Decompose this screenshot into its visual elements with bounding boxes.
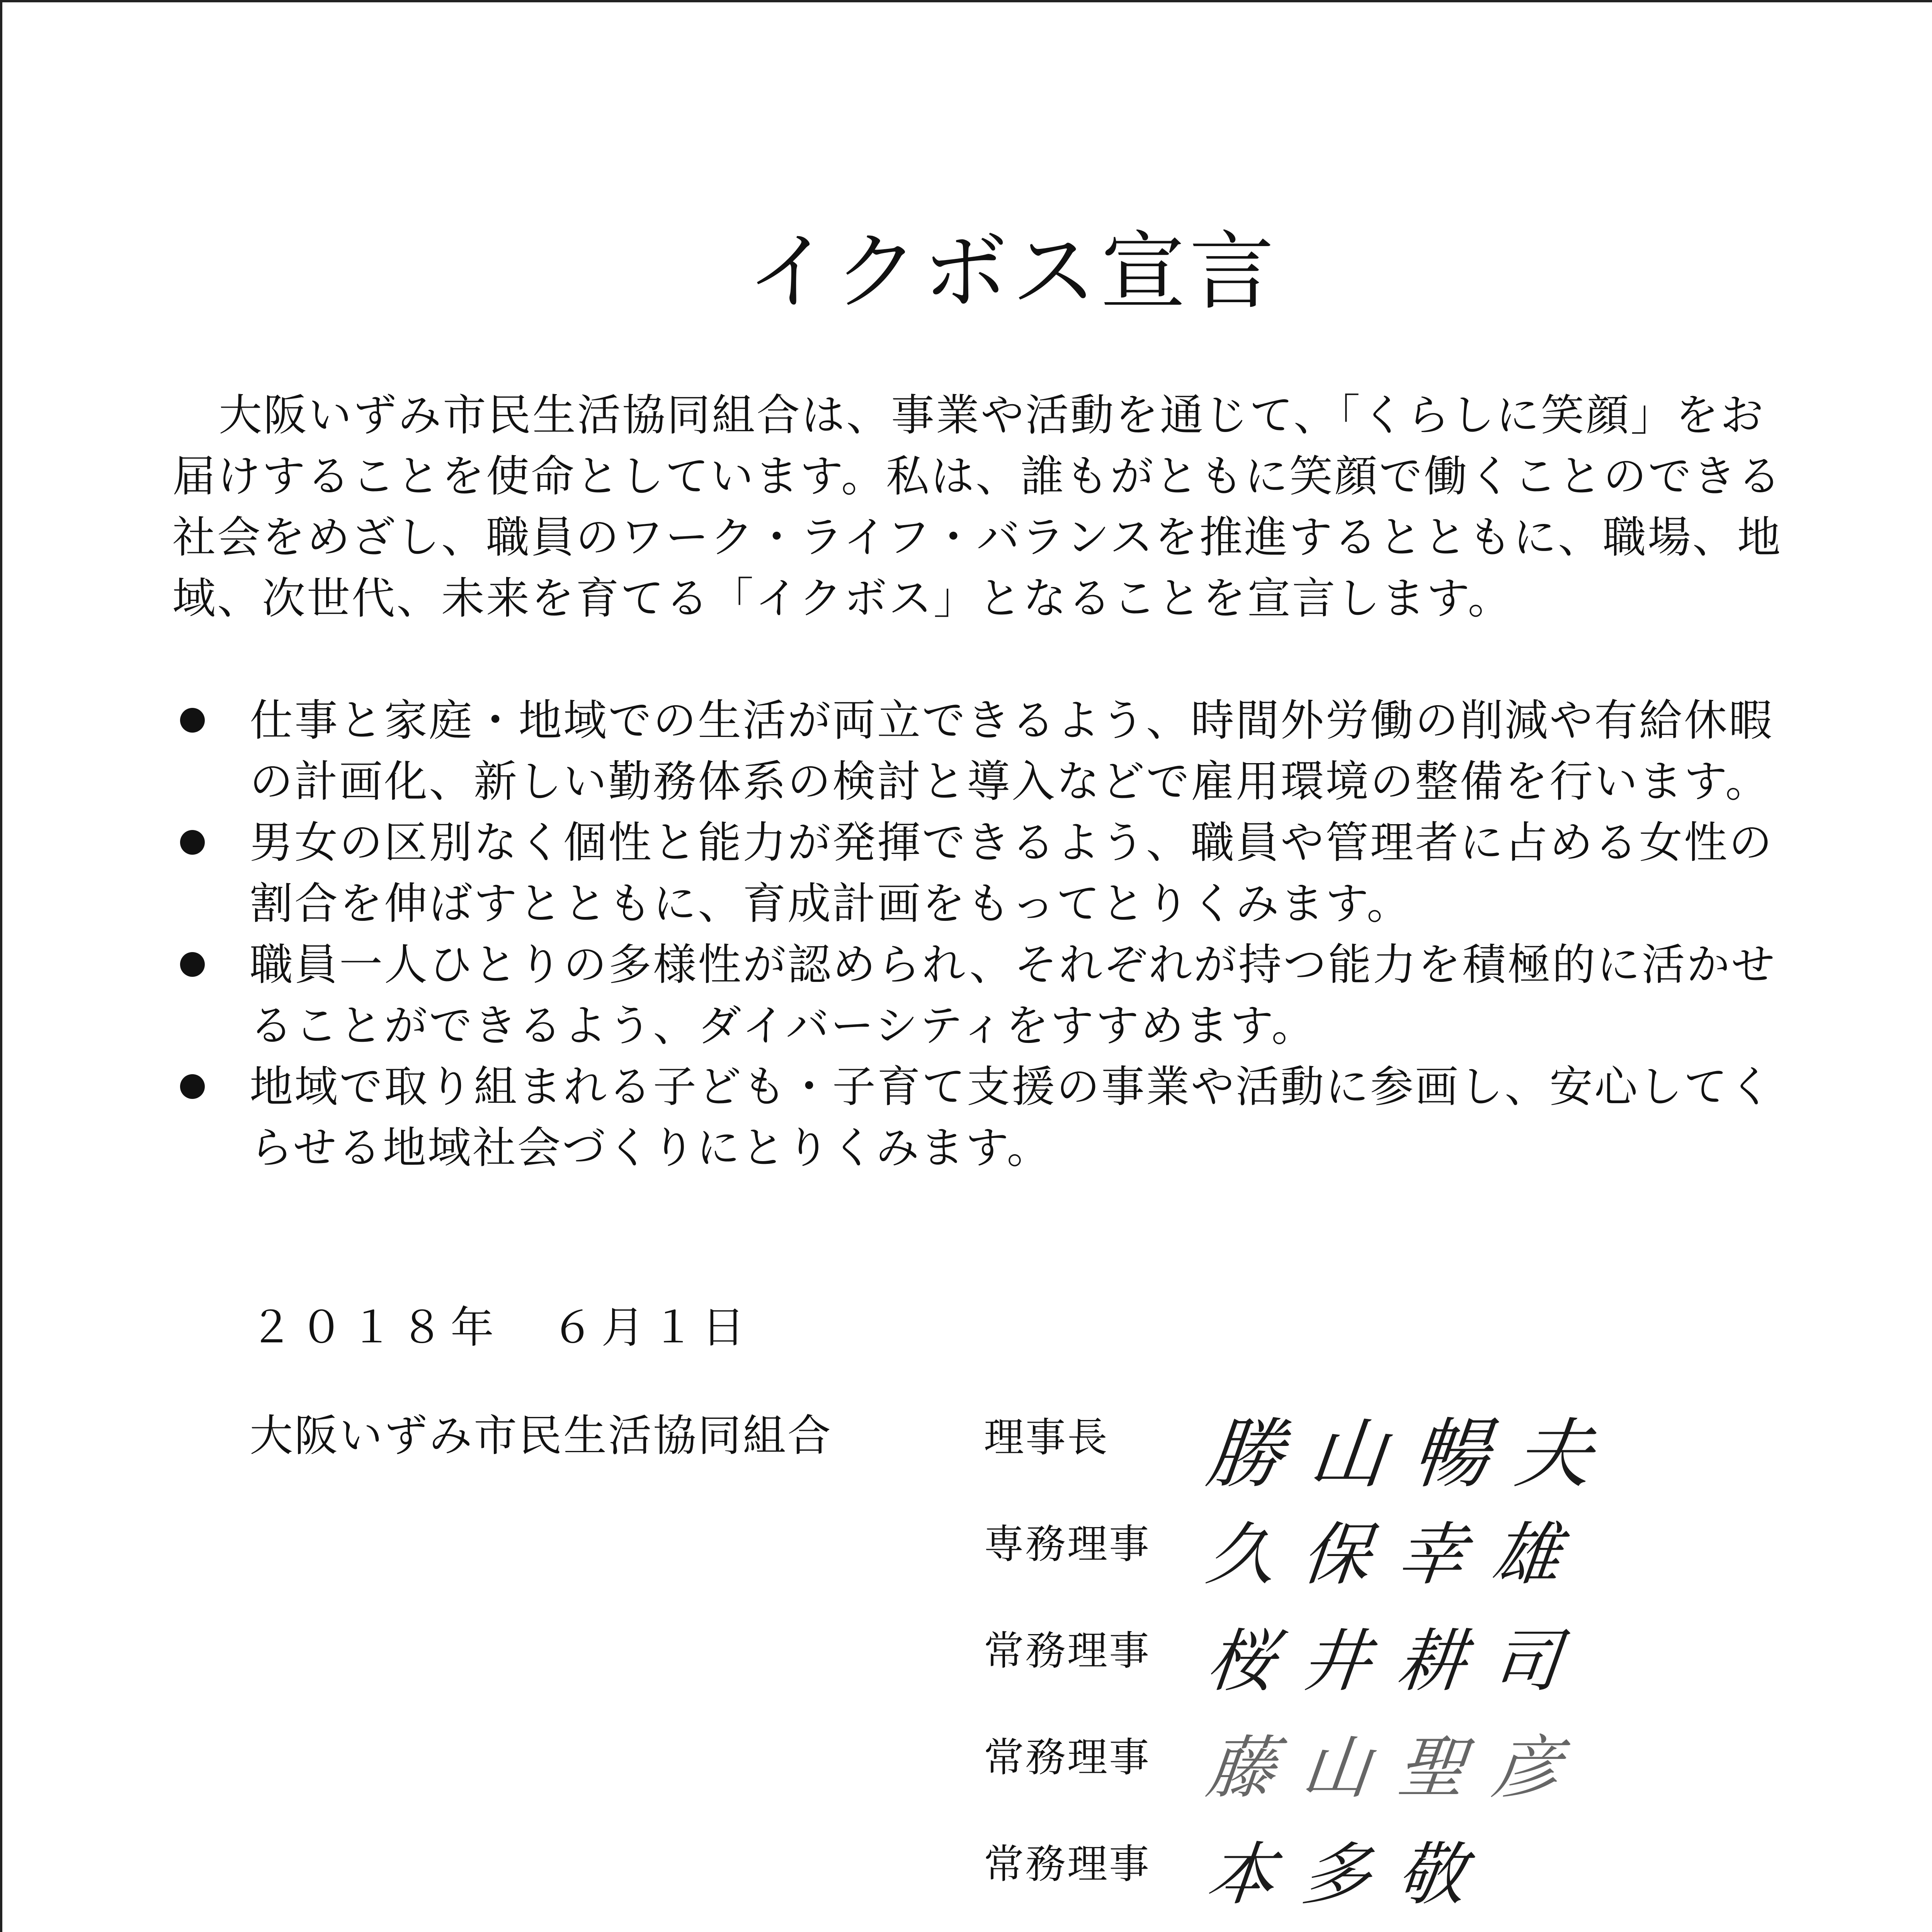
page-title: イクボス宣言 <box>747 222 1278 321</box>
pledge-list <box>172 690 1787 1179</box>
signatory-row <box>984 1717 1872 1824</box>
handwritten-signature: 勝山暢夫 <box>1202 1410 1623 1498</box>
signatory-role: 専務理事 <box>984 1520 1151 1568</box>
pledge-text: 仕事と家庭・地域での生活が両立できるよう、時間外労働の削減や有給休暇の計画化、新しい勤務体系の検討と導入などで雇用環境の整備を行います。 <box>250 696 1774 807</box>
handwritten-signature: 本多敬 <box>1203 1835 1497 1914</box>
pledge-item <box>172 812 1787 934</box>
handwritten-signature: 藤山聖彦 <box>1203 1728 1592 1808</box>
handwritten-signature: 久保幸雄 <box>1203 1515 1592 1594</box>
signatory-role: 常務理事 <box>984 1627 1151 1674</box>
pledge-item <box>172 690 1787 812</box>
signatory-row <box>984 1611 1872 1717</box>
bullet-dot-icon <box>180 830 205 855</box>
signatory-list <box>984 1397 1872 1932</box>
handwritten-signature <box>1203 1927 1498 1932</box>
signatory-row <box>984 1397 1872 1504</box>
pledge-text: 男女の区別なく個性と能力が発揮できるよう、職員や管理者に占める女性の割合を伸ばすとともに、育成計画をもってとりくみます。 <box>250 818 1774 929</box>
pledge-text: 職員一人ひとりの多様性が認められ、それぞれが持つ能力を積極的に活かせることができるよう、ダイバーシティをすすめます。 <box>250 940 1776 1051</box>
bullet-dot-icon <box>180 952 205 977</box>
handwritten-signature: 桜井耕司 <box>1203 1622 1592 1701</box>
signatory-row <box>984 1930 1872 1932</box>
signatory-role: 理事長 <box>984 1414 1109 1461</box>
pledge-item <box>172 934 1787 1056</box>
bullet-dot-icon <box>180 1074 205 1099</box>
bullet-dot-icon <box>180 708 205 733</box>
organization-name: 大阪いずみ市民生活協同組合 <box>250 1411 832 1461</box>
signatory-row <box>984 1504 1872 1611</box>
signatory-role: 常務理事 <box>984 1840 1151 1888</box>
declaration-date: ２０１８年 ６月１日 <box>250 1303 752 1353</box>
pledge-item <box>172 1056 1787 1179</box>
signatory-role: 常務理事 <box>984 1734 1151 1781</box>
signatory-row <box>984 1824 1872 1930</box>
pledge-text: 地域で取り組まれる子ども・子育て支援の事業や活動に参画し、安心してくらせる地域社会づくりにとりくみます。 <box>250 1062 1774 1173</box>
intro-paragraph: 大阪いずみ市民生活協同組合は、事業や活動を通じて、「くらしに笑顔」をお届けすることを使命としています。私は、誰もがともに笑顔で働くことのできる社会をめざし、職員のワーク・ライフ・バランスを推進するとともに、職場、地域、次世代、未来を育てる「イクボス」となることを宣言します。 <box>172 390 1783 624</box>
